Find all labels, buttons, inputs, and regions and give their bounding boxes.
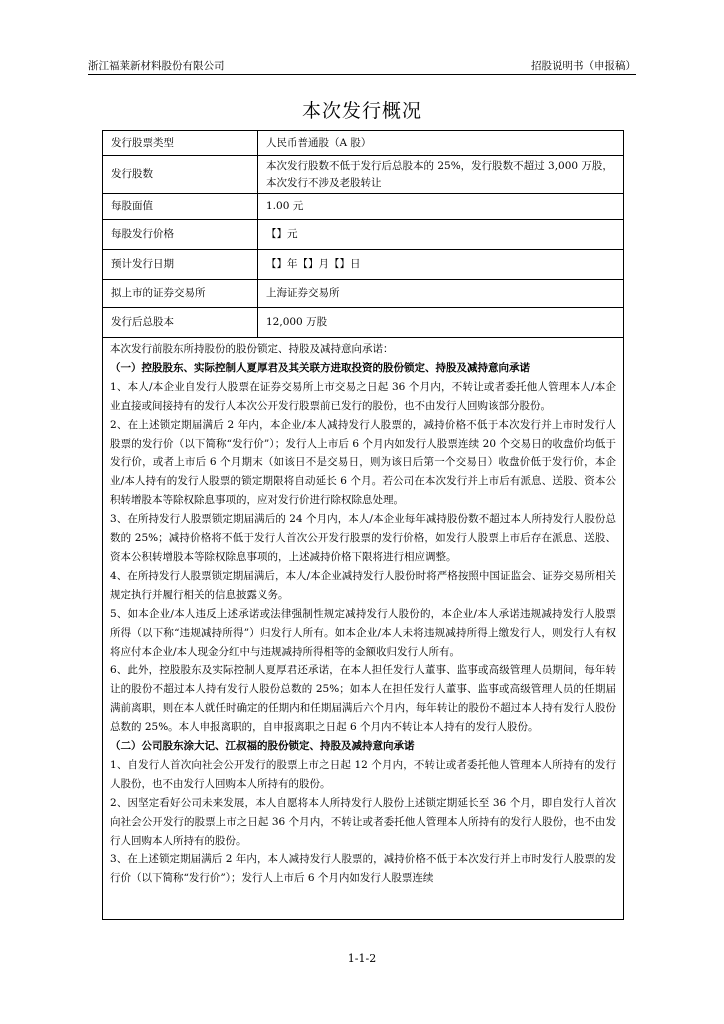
row-value: 上海证券交易所 (258, 280, 624, 308)
row-key: 发行股票类型 (103, 131, 258, 156)
document-type: 招股说明书（申报稿） (531, 60, 636, 72)
page-number: 1-1-2 (347, 952, 377, 965)
table-row (103, 308, 624, 338)
row-key: 发行后总股本 (103, 308, 258, 338)
paragraph: 6、此外，控股股东及实际控制人夏厚君还承诺，在本人担任发行人董事、监事或高级管理人员期间，每年转让的股份不超过本人持有发行人股份总数的 25%；如本人在担任发行人董事、监事或高级管理人员的任期届满前离职，则在本人就任时确定的任期内和任期届满后六个月内，每年转让的股份不超过本人持有发行人股份总数的 25%。本人申报离职的，自申报离职之日起 6 个月内不转让本人持有的发行人股份。 (110, 664, 616, 734)
paragraph: 2、在上述锁定期届满后 2 年内，本企业/本人减持发行人股票的，减持价格不低于本次发行并上市时发行人股票的发行价（以下简称“发行价”）；发行人上市后 6 个月内如发行人股票连续 20 个交易日的收盘价均低于发行价，或者上市后 6 个月期末（如该日不是交易日，则为该日后第一个交易日）收盘价低于发行价，本企业/本人持有的发行人股票的锁定期限将自动延长 6 个月。若公司在本次发行并上市后有派息、送股、资本公积转增股本等除权除息事项的，应对发行价进行除权除息处理。 (110, 418, 616, 507)
row-value: 本次发行股数不低于发行后总股本的 25%，发行股数不超过 3,000 万股，本次发行不涉及老股转让 (258, 156, 624, 194)
row-key: 每股面值 (103, 194, 258, 220)
paragraph: 4、在所持发行人股票锁定期届满后，本人/本企业减持发行人股份时将严格按照中国证监会、证券交易所相关规定执行并履行相关的信息披露义务。 (110, 569, 616, 601)
paragraph: 2、因坚定看好公司未来发展，本人自愿将本人所持发行人股份上述锁定期延长至 36 个月，即自发行人首次向社会公开发行的股票上市之日起 36 个月内，不转让或者委托他人管理本人所持有的发行人股份，也不由发行人回购本人所持有的股份。 (110, 796, 616, 847)
page-title: 本次发行概况 (301, 100, 422, 122)
row-key: 拟上市的证券交易所 (103, 280, 258, 308)
section-heading: （二）公司股东涂大记、江叔福的股份锁定、持股及减持意向承诺 (110, 740, 415, 753)
page-header (88, 58, 636, 75)
paragraph: 5、如本企业/本人违反上述承诺或法律强制性规定减持发行人股份的，本企业/本人承诺违规减持发行人股票所得（以下称“违规减持所得”）归发行人所有。如本企业/本人未将违规减持所得上缴发行人，则发行人有权将应付本企业/本人现金分红中与违规减持所得相等的金额收归发行人所有。 (110, 607, 616, 658)
row-key: 预计发行日期 (103, 250, 258, 280)
table-row (103, 280, 624, 308)
paragraph: 1、自发行人首次向社会公开发行的股票上市之日起 12 个月内，不转让或者委托他人管理本人所持有的发行人股份，也不由发行人回购本人所持有的股份。 (110, 758, 616, 790)
row-key: 每股发行价格 (103, 220, 258, 250)
paragraph: 3、在所持发行人股票锁定期届满后的 24 个月内，本人/本企业每年减持股份数不超过本人所持发行人股份总数的 25%；减持价格将不低于发行人首次公开发行股票的发行价格，如发行人股票上市后存在派息、送股、资本公积转增股本等除权除息事项的，上述减持价格下限将进行相应调整。 (110, 513, 616, 563)
row-value: 人民币普通股（A 股） (258, 131, 624, 156)
table-row (103, 194, 624, 220)
row-value: 【】年【】月【】日 (258, 250, 624, 280)
commitments-section (102, 338, 624, 920)
table-row (103, 156, 624, 194)
row-key: 发行股数 (103, 156, 258, 194)
table-row (103, 131, 624, 156)
table-row (103, 220, 624, 250)
company-name: 浙江福莱新材料股份有限公司 (88, 60, 225, 72)
row-value: 【】元 (258, 220, 624, 250)
row-value: 12,000 万股 (258, 308, 624, 338)
table-row (103, 250, 624, 280)
paragraph: 3、在上述锁定期届满后 2 年内，本人减持发行人股票的，减持价格不低于本次发行并上市时发行人股票的发行价（以下简称“发行价”）；发行人上市后 6 个月内如发行人股票连续 (110, 853, 616, 885)
offering-summary-table (102, 130, 624, 338)
section-heading: （一）控股股东、实际控制人夏厚君及其关联方进取投资的股份锁定、持股及减持意向承诺 (110, 361, 530, 374)
row-value: 1.00 元 (258, 194, 624, 220)
commitments-intro: 本次发行前股东所持股份的股份锁定、持股及减持意向承诺： (110, 343, 394, 355)
paragraph: 1、本人/本企业自发行人股票在证券交易所上市交易之日起 36 个月内，不转让或者委托他人管理本人/本企业直接或间接持有的发行人本次公开发行股票前已发行的股份，也不由发行人回购该部分股份。 (110, 380, 616, 412)
